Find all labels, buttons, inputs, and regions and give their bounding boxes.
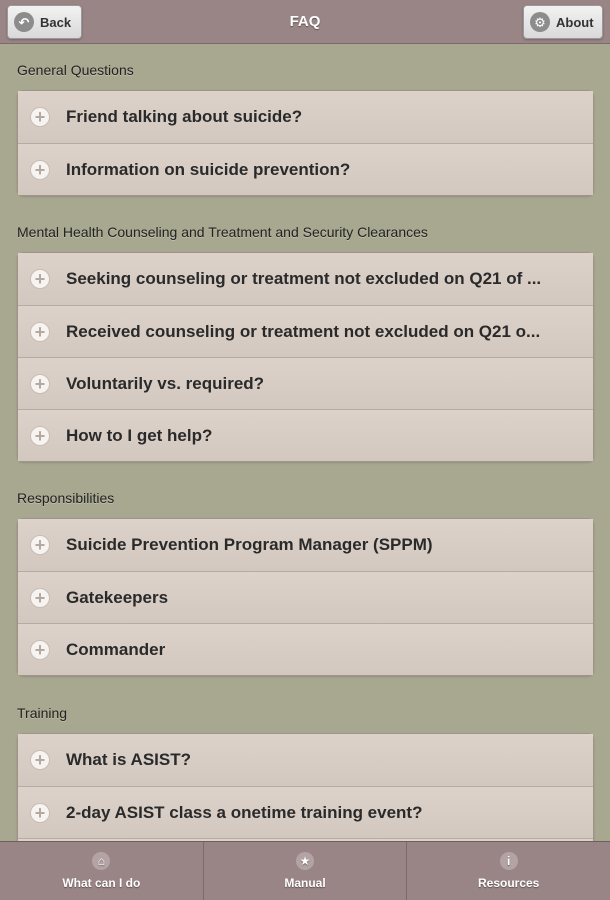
faq-item[interactable] (18, 734, 593, 786)
plus-icon: + (30, 535, 50, 555)
faq-item[interactable] (18, 91, 593, 143)
faq-item-label: Suicide Prevention Program Manager (SPPM) (66, 535, 433, 554)
back-button[interactable] (7, 5, 82, 39)
about-button[interactable] (523, 5, 603, 39)
info-icon: i (500, 852, 518, 870)
faq-item[interactable] (18, 519, 593, 571)
section-title-responsibilities: Responsibilities (17, 490, 115, 506)
page-title: FAQ (289, 13, 321, 30)
faq-group-responsibilities (17, 518, 594, 676)
about-button-label: About (556, 14, 594, 30)
faq-item[interactable] (18, 786, 593, 838)
faq-item[interactable] (18, 623, 593, 675)
faq-item-label: Gatekeepers (66, 587, 169, 607)
plus-icon: + (30, 803, 50, 823)
faq-group-mental-health (17, 252, 594, 462)
faq-group-general (17, 90, 594, 196)
faq-item-label: Friend talking about suicide? (66, 107, 303, 126)
tab-label: What can I do (62, 876, 141, 890)
faq-item[interactable] (18, 305, 593, 357)
faq-item[interactable] (18, 357, 593, 409)
faq-item-label: What is ASIST? (66, 750, 191, 769)
faq-item[interactable] (18, 409, 593, 461)
home-icon: ⌂ (92, 852, 110, 870)
header-bar (0, 0, 610, 44)
section-title-training: Training (17, 705, 68, 721)
faq-item-label: How to I get help? (66, 425, 213, 445)
back-button-label: Back (40, 14, 72, 30)
plus-icon: + (30, 107, 50, 127)
faq-item-label: 2-day ASIST class a onetime training event? (66, 802, 423, 822)
tab-resources[interactable] (406, 842, 610, 900)
faq-item[interactable] (18, 143, 593, 195)
tab-label: Resources (477, 876, 540, 890)
plus-icon: + (30, 269, 50, 289)
plus-icon: + (30, 374, 50, 394)
plus-icon: + (30, 160, 50, 180)
plus-icon: + (30, 750, 50, 770)
star-icon: ★ (296, 852, 314, 870)
faq-item-label: Commander (66, 639, 166, 659)
plus-icon: + (30, 640, 50, 660)
faq-item-label: Voluntarily vs. required? (66, 373, 265, 393)
faq-item-label: Information on suicide prevention? (66, 159, 351, 179)
tab-label: Manual (284, 876, 326, 890)
section-title-mental-health: Mental Health Counseling and Treatment and Security Clearances (17, 224, 428, 240)
back-arrow-icon: ↶ (14, 12, 34, 32)
tab-what-can-i-do[interactable] (0, 842, 203, 900)
plus-icon: + (30, 322, 50, 342)
tab-manual[interactable] (203, 842, 407, 900)
faq-content[interactable] (0, 45, 610, 841)
faq-item[interactable] (18, 253, 593, 305)
faq-item[interactable] (18, 571, 593, 623)
plus-icon: + (30, 588, 50, 608)
plus-icon: + (30, 426, 50, 446)
faq-item-label: Seeking counseling or treatment not excluded on Q21 of ... (66, 269, 542, 288)
bottom-tab-bar (0, 841, 610, 900)
faq-item-label: Received counseling or treatment not excluded on Q21 o... (66, 321, 541, 341)
section-title-general: General Questions (17, 62, 134, 78)
gear-icon: ⚙ (530, 12, 550, 32)
